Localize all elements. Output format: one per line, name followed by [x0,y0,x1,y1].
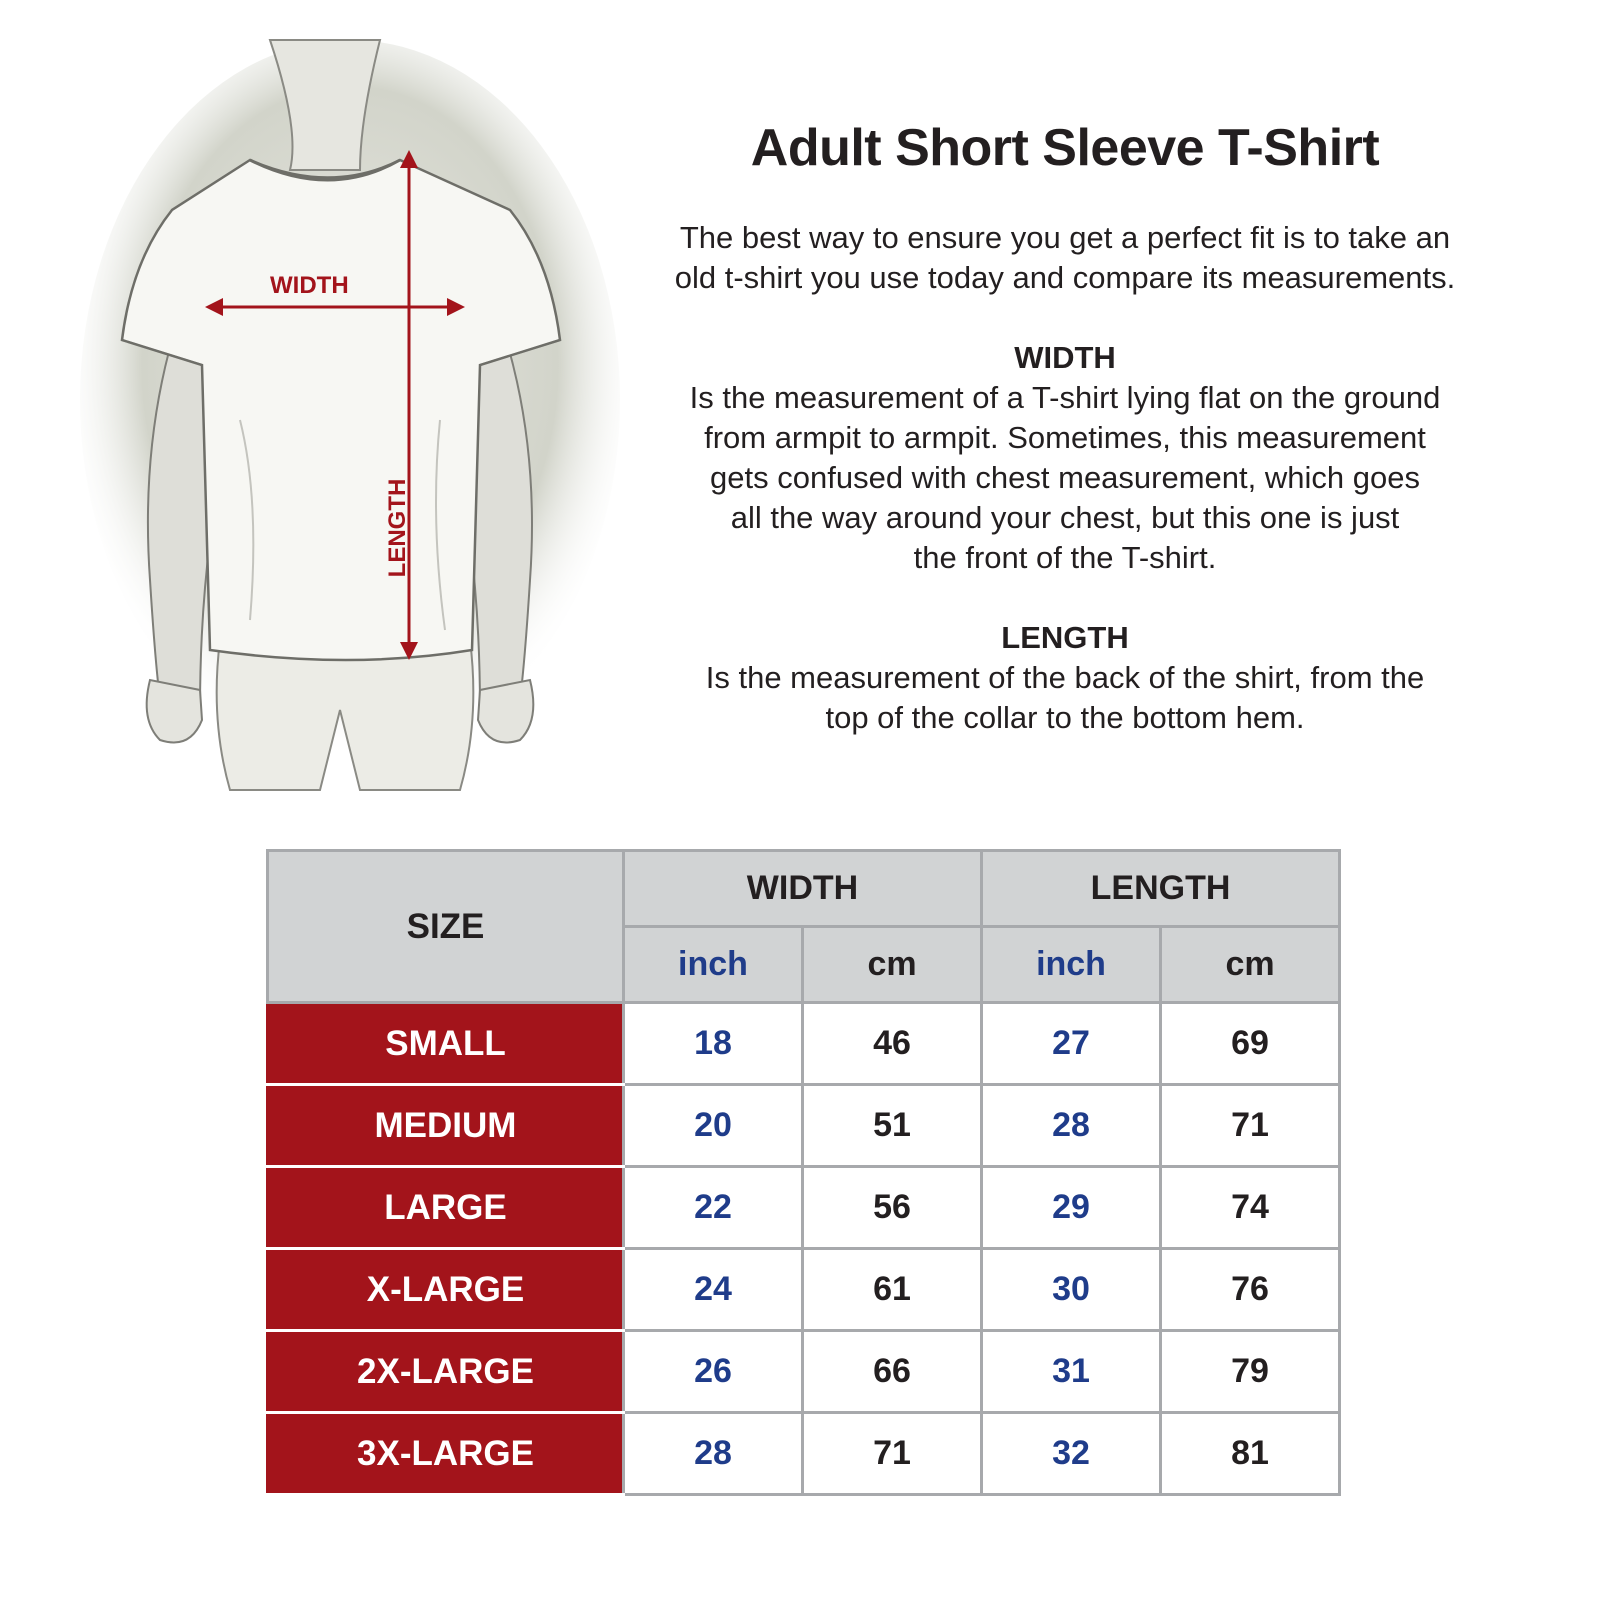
size-label: X-LARGE [268,1249,624,1331]
width-cm-value: 61 [803,1249,982,1331]
tshirt-illustration [60,20,620,810]
length-description: Is the measurement of the back of the shirt, from the top of the collar to the bottom hem. [705,660,1425,735]
size-chart-table [266,849,1341,1496]
intro-text: The best way to ensure you get a perfect fit is to take an old t-shirt you use today and compare its measurements. [674,220,1456,295]
length-cm-value: 76 [1161,1249,1340,1331]
table-row [268,1331,1340,1413]
width-cm-value: 51 [803,1085,982,1167]
width-cm-header: cm [803,927,982,1003]
size-label: 3X-LARGE [268,1413,624,1495]
length-cm-value: 69 [1161,1003,1340,1085]
width-cm-value: 71 [803,1413,982,1495]
length-cm-value: 81 [1161,1413,1340,1495]
info-block [625,118,1505,738]
right-hand [478,680,533,743]
width-inch-value: 28 [624,1413,803,1495]
width-heading: WIDTH [1014,340,1116,375]
width-inch-value: 22 [624,1167,803,1249]
table-row [268,1167,1340,1249]
width-column-header: WIDTH [624,851,982,927]
width-cm-value: 46 [803,1003,982,1085]
table-row [268,1085,1340,1167]
left-hand [147,680,202,743]
length-column-header: LENGTH [982,851,1340,927]
width-inch-value: 18 [624,1003,803,1085]
length-inch-value: 29 [982,1167,1161,1249]
size-label: 2X-LARGE [268,1331,624,1413]
width-inch-value: 20 [624,1085,803,1167]
width-inch-value: 24 [624,1249,803,1331]
pants [217,640,474,790]
length-inch-header: inch [982,927,1161,1003]
length-cm-value: 79 [1161,1331,1340,1413]
length-inch-value: 32 [982,1413,1161,1495]
length-heading: LENGTH [1001,620,1129,655]
size-label: SMALL [268,1003,624,1085]
width-inch-value: 26 [624,1331,803,1413]
table-row [268,1413,1340,1495]
width-arrow-label: WIDTH [270,272,349,299]
table-row [268,1249,1340,1331]
length-cm-value: 74 [1161,1167,1340,1249]
table-row [268,1003,1340,1085]
size-label: LARGE [268,1167,624,1249]
length-cm-header: cm [1161,927,1340,1003]
length-inch-value: 31 [982,1331,1161,1413]
page-title: Adult Short Sleeve T-Shirt [750,119,1380,177]
length-inch-value: 30 [982,1249,1161,1331]
width-description: Is the measurement of a T-shirt lying flat on the ground from armpit to armpit. Sometimes, this measurement gets confused with chest measurement, which goes all the way around your chest, but this one is just the front of the T-shirt. [689,380,1441,575]
width-cm-value: 56 [803,1167,982,1249]
length-cm-value: 71 [1161,1085,1340,1167]
length-arrow-label: LENGTH [384,478,411,578]
width-cm-value: 66 [803,1331,982,1413]
length-inch-value: 27 [982,1003,1161,1085]
width-inch-header: inch [624,927,803,1003]
length-inch-value: 28 [982,1085,1161,1167]
size-column-header: SIZE [268,851,624,1003]
size-label: MEDIUM [268,1085,624,1167]
